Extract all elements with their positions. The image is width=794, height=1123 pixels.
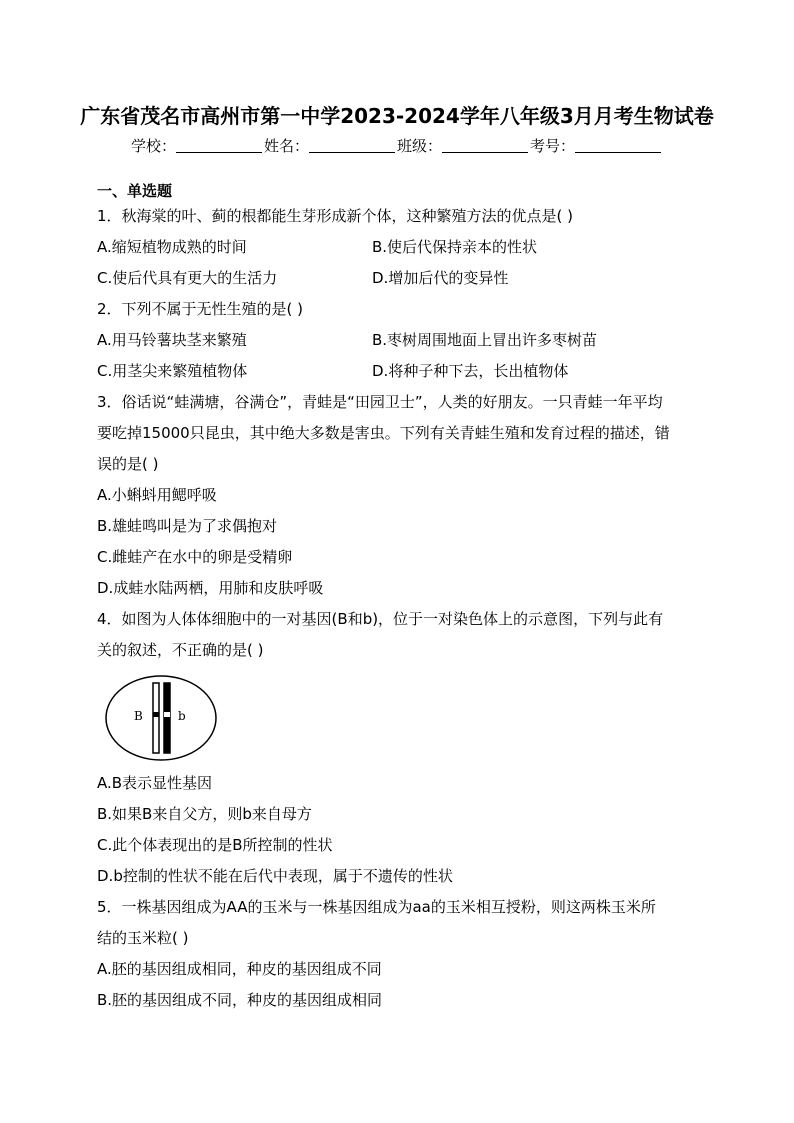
q4-stem-line1: 4．如图为人体体细胞中的一对基因(B和b)，位于一对染色体上的示意图，下列与此有	[97, 610, 664, 628]
chromosome-gene-figure	[104, 674, 220, 762]
q4-option-d: D.b控制的性状不能在后代中表现，属于不遗传的性状	[97, 867, 453, 885]
q3-stem-line2: 要吃掉15000只昆虫，其中绝大多数是害虫。下列有关青蛙生殖和发育过程的描述，错	[97, 424, 670, 442]
number-label: 考号：	[530, 137, 576, 155]
q2-option-c: C.用茎尖来繁殖植物体	[97, 362, 248, 380]
q2-option-b: B.枣树周围地面上冒出许多枣树苗	[372, 331, 598, 349]
cell-outline	[106, 676, 216, 760]
gene-locus-b-lower	[164, 712, 170, 717]
label-dominant-gene: B	[134, 709, 143, 723]
q5-stem-line1: 5．一株基因组成为AA的玉米与一株基因组成为aa的玉米相互授粉，则这两株玉米所	[97, 898, 656, 916]
q2-stem: 2．下列不属于无性生殖的是( )	[97, 300, 304, 318]
q1-option-c: C.使后代具有更大的生活力	[97, 269, 278, 287]
q1-option-b: B.使后代保持亲本的性状	[372, 238, 538, 256]
school-blank[interactable]	[176, 138, 262, 153]
student-info-row	[0, 135, 794, 156]
q4-option-b: B.如果B来自父方，则b来自母方	[97, 805, 312, 823]
q1-option-d: D.增加后代的变异性	[372, 269, 509, 287]
q5-stem-line2: 结的玉米粒( )	[97, 929, 189, 947]
label-recessive-gene: b	[178, 709, 186, 723]
q4-stem-line2: 关的叙述，不正确的是( )	[97, 641, 264, 659]
school-label: 学校：	[130, 137, 176, 155]
q5-option-b: B.胚的基因组成不同，种皮的基因组成相同	[97, 991, 383, 1009]
gene-locus-b-upper	[153, 712, 159, 717]
q1-option-a: A.缩短植物成熟的时间	[97, 238, 247, 256]
class-blank[interactable]	[442, 138, 528, 153]
class-label: 班级：	[397, 137, 443, 155]
name-blank[interactable]	[309, 138, 395, 153]
name-label: 姓名：	[263, 137, 309, 155]
chromosome-right	[164, 683, 170, 753]
q3-option-c: C.雌蛙产在水中的卵是受精卵	[97, 548, 293, 566]
q2-option-d: D.将种子种下去，长出植物体	[372, 362, 569, 380]
q5-option-a: A.胚的基因组成相同，种皮的基因组成不同	[97, 960, 382, 978]
q1-stem: 1．秋海棠的叶、蓟的根都能生芽形成新个体，这种繁殖方法的优点是( )	[97, 207, 574, 225]
chromosome-left	[153, 683, 159, 753]
number-blank[interactable]	[575, 138, 661, 153]
q3-option-a: A.小蝌蚪用鳃呼吸	[97, 486, 217, 504]
q4-option-a: A.B表示显性基因	[97, 774, 213, 792]
q3-stem-line1: 3．俗话说“蛙满塘，谷满仓”，青蛙是“田园卫士”，人类的好朋友。一只青蛙一年平均	[97, 393, 663, 411]
q3-option-b: B.雄蛙鸣叫是为了求偶抱对	[97, 517, 278, 535]
q3-stem-line3: 误的是( )	[97, 455, 159, 473]
section-heading: 一、单选题	[97, 182, 173, 200]
q3-option-d: D.成蛙水陆两栖，用肺和皮肤呼吸	[97, 579, 324, 597]
exam-title: 广东省茂名市高州市第一中学2023-2024学年八年级3月月考生物试卷	[80, 104, 714, 128]
q4-option-c: C.此个体表现出的是B所控制的性状	[97, 836, 333, 854]
q2-option-a: A.用马铃薯块茎来繁殖	[97, 331, 247, 349]
